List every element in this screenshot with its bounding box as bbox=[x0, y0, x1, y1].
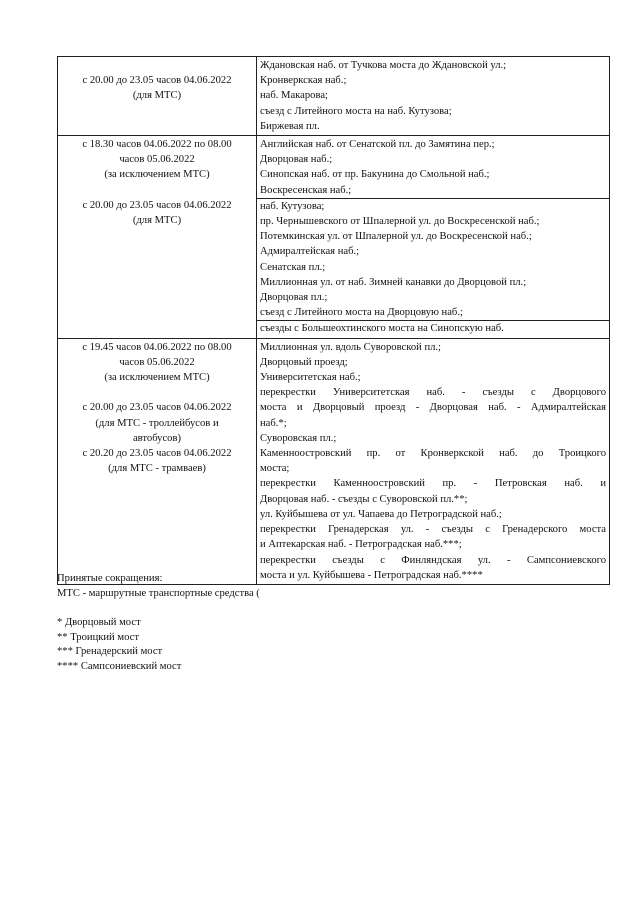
time-line: с 19.45 часов 04.06.2022 по 08.00 bbox=[82, 341, 232, 353]
footnote: ** Троицкий мост bbox=[57, 631, 139, 643]
time-line: (за исключением МТС) bbox=[104, 169, 210, 181]
streets-cell bbox=[257, 57, 610, 136]
street-line: Сенатская пл.; bbox=[260, 261, 326, 273]
street-line: Дворцовая наб. - съезды с Суворовской пл.**; bbox=[260, 493, 468, 505]
time-line: часов 05.06.2022 bbox=[119, 356, 195, 368]
street-line: съезд с Литейного моста на Дворцовую наб.; bbox=[260, 307, 463, 319]
street-line: Дворцовая наб.; bbox=[260, 154, 333, 166]
street-line: перекрестки Университетская наб. - съезды с Дворцового bbox=[260, 387, 606, 399]
time-line bbox=[61, 385, 253, 400]
footnotes bbox=[57, 616, 617, 674]
street-line: Синопская наб. от пр. Бакунина до Смольной наб.; bbox=[260, 169, 490, 181]
time-line: с 20.00 до 23.05 часов 04.06.2022 bbox=[82, 75, 232, 87]
time-line: (для МТС) bbox=[132, 90, 182, 102]
schedule-row bbox=[58, 338, 610, 584]
street-line: перекрестки Каменноостровский пр. - Петровская наб. и bbox=[260, 478, 606, 490]
street-line: и Аптекарская наб. - Петроградская наб.***; bbox=[260, 539, 462, 551]
street-line: наб.*; bbox=[260, 417, 287, 429]
time-cell bbox=[58, 57, 257, 136]
time-line bbox=[61, 183, 253, 198]
street-line: наб. Макарова; bbox=[260, 90, 328, 102]
closure-schedule-table bbox=[57, 56, 610, 585]
street-line: Английская наб. от Сенатской пл. до Замятина пер.; bbox=[260, 139, 495, 151]
time-cell bbox=[58, 338, 257, 584]
street-line: Адмиралтейская наб.; bbox=[260, 246, 360, 258]
time-line: (для МТС - трамваев) bbox=[108, 463, 206, 475]
abbreviations-block bbox=[57, 572, 617, 674]
street-line: Дворцовый проезд; bbox=[260, 356, 348, 368]
abbreviation-mts: МТС - маршрутные транспортные средства ( bbox=[57, 587, 260, 599]
street-line: Миллионная ул. от наб. Зимней канавки до Дворцовой пл.; bbox=[260, 276, 527, 288]
time-cell bbox=[58, 136, 257, 339]
street-line: перекрестки Гренадерская ул. - съезды с Гренадерского моста bbox=[260, 524, 606, 536]
streets-cell bbox=[257, 136, 610, 339]
street-line: пр. Чернышевского от Шпалерной ул. до Воскресенской наб.; bbox=[260, 216, 540, 228]
footnote: * Дворцовый мост bbox=[57, 617, 141, 628]
street-line: Университетская наб.; bbox=[260, 372, 361, 384]
time-line: с 20.20 до 23.05 часов 04.06.2022 bbox=[82, 448, 232, 460]
time-line: автобусов) bbox=[132, 432, 182, 444]
time-line: с 20.00 до 23.05 часов 04.06.2022 bbox=[82, 199, 232, 211]
time-line: с 20.00 до 23.05 часов 04.06.2022 bbox=[82, 402, 232, 414]
street-line: Потемкинская ул. от Шпалерной ул. до Воскресенской наб.; bbox=[260, 231, 532, 243]
time-line bbox=[61, 58, 253, 73]
street-line: наб. Кутузова; bbox=[257, 198, 609, 214]
street-line: съезд с Литейного моста на наб. Кутузова; bbox=[260, 105, 452, 117]
streets-cell bbox=[257, 338, 610, 584]
street-line: ул. Куйбышева от ул. Чапаева до Петроградской наб.; bbox=[260, 508, 502, 520]
footnote: **** Сампсониевский мост bbox=[57, 660, 182, 672]
street-line: съезды с Большеохтинского моста на Синопскую наб. bbox=[257, 320, 609, 336]
schedule-rows bbox=[58, 57, 610, 585]
schedule-row bbox=[58, 57, 610, 136]
time-line: часов 05.06.2022 bbox=[119, 154, 195, 166]
street-line: моста и Дворцовый проезд - Дворцовая наб. - Адмиралтейская bbox=[260, 402, 606, 414]
street-line: моста и ул. Куйбышева - Петроградская наб.**** bbox=[260, 569, 483, 581]
street-line: Дворцовая пл.; bbox=[260, 292, 328, 304]
time-line: (для МТС) bbox=[132, 215, 182, 227]
street-line: Кронверкская наб.; bbox=[260, 75, 347, 87]
abbreviations-title: Принятые сокращения: bbox=[57, 573, 163, 584]
street-line: моста; bbox=[260, 463, 290, 475]
street-line: Ждановская наб. от Тучкова моста до Ждановской ул.; bbox=[260, 60, 507, 71]
street-line: Биржевая пл. bbox=[260, 120, 320, 132]
schedule-row bbox=[58, 136, 610, 339]
footnote: *** Гренадерский мост bbox=[57, 646, 163, 657]
time-line: (для МТС - троллейбусов и bbox=[95, 417, 219, 429]
street-line: Каменноостровский пр. от Кронверкской наб. до Троицкого bbox=[260, 448, 606, 460]
street-line: перекрестки съезды с Финляндская ул. - Сампсониевского bbox=[260, 554, 606, 566]
street-line: Суворовская пл.; bbox=[260, 432, 337, 444]
street-line: Миллионная ул. вдоль Суворовской пл.; bbox=[260, 341, 441, 353]
street-line: Воскресенская наб.; bbox=[260, 184, 352, 196]
time-line: с 18.30 часов 04.06.2022 по 08.00 bbox=[82, 139, 232, 151]
time-line: (за исключением МТС) bbox=[104, 372, 210, 384]
